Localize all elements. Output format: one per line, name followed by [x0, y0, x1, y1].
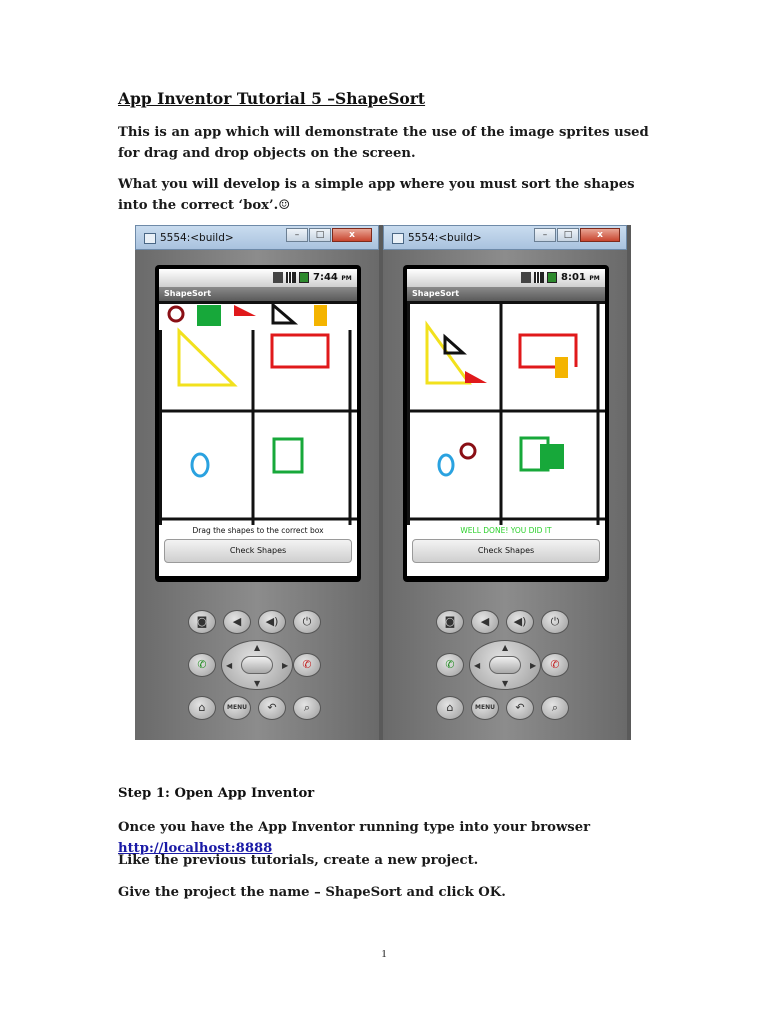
check-shapes-button[interactable]: Check Shapes: [164, 539, 352, 563]
camera-button[interactable]: ◙: [188, 610, 216, 634]
red-rectangle-sprite: [272, 335, 328, 367]
search-button[interactable]: ⌕: [293, 696, 321, 720]
close-button[interactable]: x: [332, 228, 372, 242]
minimize-button[interactable]: –: [534, 228, 556, 242]
volume-down-button[interactable]: ◀: [471, 610, 499, 634]
close-button[interactable]: x: [580, 228, 620, 242]
minimize-button[interactable]: –: [286, 228, 308, 242]
3g-icon: [521, 272, 531, 283]
green-square-sprite: [197, 305, 221, 326]
status-clock: 8:01 PM: [561, 272, 600, 283]
green-square-sprite: [540, 444, 564, 469]
power-button[interactable]: ⏻: [293, 610, 321, 634]
dpad[interactable]: [221, 640, 293, 690]
orange-rect-sprite: [555, 357, 568, 378]
step-1-heading: Step 1: Open App Inventor: [118, 786, 315, 801]
call-button[interactable]: ✆: [188, 653, 216, 677]
signal-icon: [534, 272, 544, 283]
localhost-link[interactable]: http://localhost:8888: [118, 841, 273, 856]
dpad-up-icon[interactable]: ▲: [254, 643, 261, 652]
step-1-name-project: Give the project the name – ShapeSort and click OK.: [118, 885, 506, 900]
call-button[interactable]: ✆: [436, 653, 464, 677]
dark-red-circle-sprite: [461, 444, 475, 458]
dpad[interactable]: [469, 640, 541, 690]
menu-button[interactable]: MENU: [471, 696, 499, 720]
home-button[interactable]: ⌂: [188, 696, 216, 720]
app-title: ShapeSort: [407, 287, 605, 301]
window-icon: [392, 233, 404, 244]
intro-paragraph-1: This is an app which will demonstrate the use of the image sprites used for drag and drop objects on the screen.: [118, 125, 649, 161]
window-title: 5554:<build>: [408, 232, 482, 244]
phone-screen: [407, 269, 605, 576]
search-button[interactable]: ⌕: [541, 696, 569, 720]
shape-canvas[interactable]: [159, 301, 357, 525]
window-titlebar: [135, 225, 379, 250]
step-1-create-project: Like the previous tutorials, create a new project.: [118, 853, 479, 868]
end-call-button[interactable]: ✆: [541, 653, 569, 677]
volume-down-button[interactable]: ◀: [223, 610, 251, 634]
step-1-text: Once you have the App Inventor running type into your browser: [118, 820, 591, 835]
black-triangle-sprite: [445, 337, 463, 353]
emulator-window-right: [383, 225, 627, 740]
instruction-label: Drag the shapes to the correct box: [192, 526, 324, 535]
page-title: App Inventor Tutorial 5 –ShapeSort: [118, 89, 426, 108]
emulator-controls: [383, 597, 627, 737]
dpad-center-button[interactable]: [489, 656, 521, 674]
dpad-down-icon[interactable]: ▼: [502, 679, 509, 688]
home-button[interactable]: ⌂: [436, 696, 464, 720]
check-shapes-button[interactable]: Check Shapes: [412, 539, 600, 563]
emulator-controls: [135, 597, 379, 737]
phone-screen: [159, 269, 357, 576]
volume-up-button[interactable]: ◀): [258, 610, 286, 634]
phone-bezel: [403, 265, 609, 582]
green-square-outline-sprite: [274, 439, 302, 472]
end-call-button[interactable]: ✆: [293, 653, 321, 677]
emulator-screenshot: [135, 225, 631, 740]
app-title: ShapeSort: [159, 287, 357, 301]
dpad-right-icon[interactable]: ▶: [282, 661, 289, 670]
back-button[interactable]: ↶: [506, 696, 534, 720]
window-icon: [144, 233, 156, 244]
dpad-left-icon[interactable]: ◀: [226, 661, 233, 670]
blue-oval-sprite: [439, 455, 453, 475]
dpad-center-button[interactable]: [241, 656, 273, 674]
status-bar: [159, 269, 357, 287]
shape-canvas[interactable]: [407, 301, 605, 525]
yellow-triangle-sprite: [179, 331, 234, 385]
dpad-up-icon[interactable]: ▲: [502, 643, 509, 652]
volume-up-button[interactable]: ◀): [506, 610, 534, 634]
menu-button[interactable]: MENU: [223, 696, 251, 720]
maximize-button[interactable]: □: [309, 228, 331, 242]
battery-icon: [299, 272, 309, 283]
dpad-down-icon[interactable]: ▼: [254, 679, 261, 688]
phone-bezel: [155, 265, 361, 582]
maximize-button[interactable]: □: [557, 228, 579, 242]
3g-icon: [273, 272, 283, 283]
intro-paragraph-2: What you will develop is a simple app where you must sort the shapes into the correct ‘box’.☺: [118, 177, 635, 213]
dpad-right-icon[interactable]: ▶: [530, 661, 537, 670]
signal-icon: [286, 272, 296, 283]
dpad-left-icon[interactable]: ◀: [474, 661, 481, 670]
window-title: 5554:<build>: [160, 232, 234, 244]
camera-button[interactable]: ◙: [436, 610, 464, 634]
blue-oval-sprite: [192, 454, 208, 476]
orange-rect-sprite: [314, 305, 327, 326]
back-button[interactable]: ↶: [258, 696, 286, 720]
status-bar: [407, 269, 605, 287]
status-clock: 7:44 PM: [313, 272, 352, 283]
battery-icon: [547, 272, 557, 283]
red-triangle-sprite: [465, 371, 487, 383]
page-number: 1: [381, 948, 387, 960]
emulator-window-left: [135, 225, 379, 740]
power-button[interactable]: ⏻: [541, 610, 569, 634]
success-message: WELL DONE! YOU DID IT: [460, 526, 552, 535]
top-strip: [159, 304, 357, 330]
window-titlebar: [383, 225, 627, 250]
